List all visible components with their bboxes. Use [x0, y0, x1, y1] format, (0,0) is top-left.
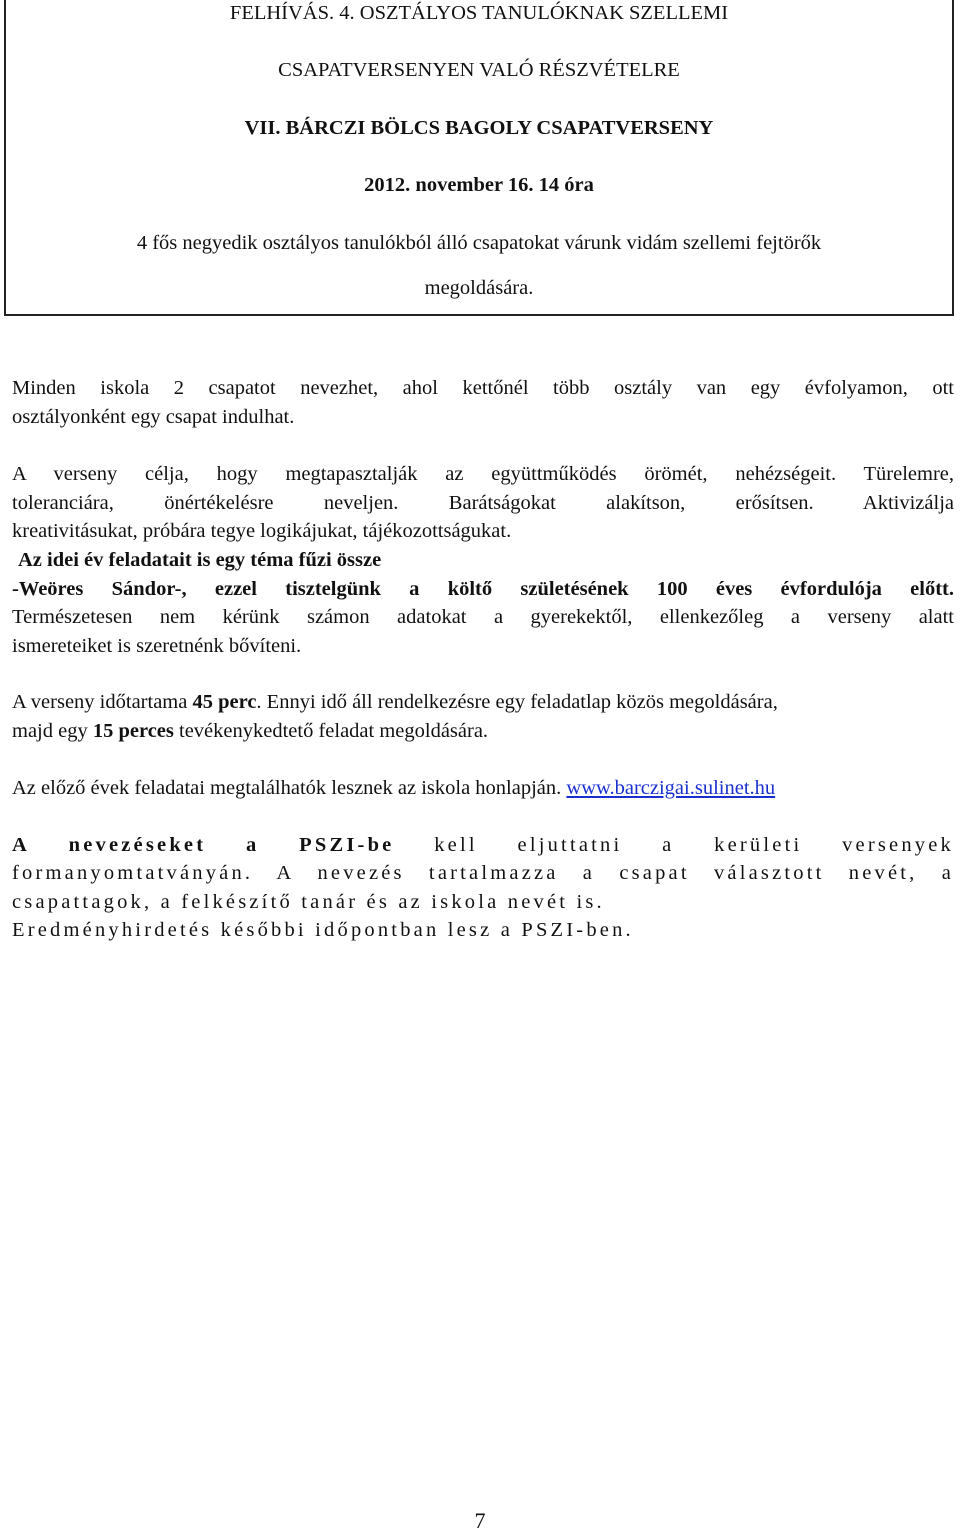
duration-text-e: tevékenykedtető feladat megoldására. [173, 720, 489, 742]
school-website-link[interactable]: www.barczigai.sulinet.hu [566, 777, 776, 799]
paragraph-goals-line-3: kreativitásukat, próbára tegye logikájukat, tájékozottságukat. [12, 520, 512, 542]
duration-text-c: . Ennyi idő áll rendelkezésre egy feladatlap közös megoldására, [256, 691, 778, 713]
paragraph-registration-line-2: formanyomtatványán. A nevezés tartalmazza a csapat választott nevét, a [12, 862, 954, 884]
header-invitation-line-2: megoldására. [424, 277, 534, 299]
paragraph-eligibility-line-2: osztályonként egy csapat indulhat. [12, 406, 295, 428]
registration-rest-text: kell eljuttatni a kerületi versenyek [394, 834, 955, 856]
activity-minutes: 15 perces [92, 720, 174, 742]
paragraph-goals-line-2: toleranciára, önértékelésre neveljen. Barátságokat alakítson, erősítsen. Aktivizálja [12, 492, 954, 514]
header-date-time: 2012. november 16. 14 óra [364, 174, 594, 196]
registration-bold-text: A nevezéseket a PSZI-be [12, 834, 395, 856]
duration-text-a: A verseny időtartama [12, 691, 193, 713]
paragraph-knowledge-line-2: ismereteiket is szeretnénk bővíteni. [12, 635, 302, 657]
paragraph-website [12, 776, 954, 800]
paragraph-theme-line: Az idei év feladatait is egy téma fűzi össze [18, 549, 382, 571]
paragraph-eligibility-line-1: Minden iskola 2 csapatot nevezhet, ahol kettőnél több osztály van egy évfolyamon, ott [12, 377, 954, 399]
paragraph-results-line: Eredményhirdetés későbbi időpontban lesz a PSZI-ben. [12, 919, 634, 941]
paragraph-registration-line-1 [12, 833, 954, 857]
paragraph-registration-line-3: csapattagok, a felkészítő tanár és az iskola nevét is. [12, 891, 605, 913]
header-title-line-1: FELHÍVÁS. 4. OSZTÁLYOS TANULÓKNAK SZELLEMI [229, 2, 729, 24]
paragraph-duration-line-1 [12, 690, 954, 714]
duration-text-d: majd egy [12, 720, 93, 742]
header-invitation-line-1: 4 fős negyedik osztályos tanulókból álló csapatokat várunk vidám szellemi fejtörők [136, 232, 822, 254]
duration-minutes: 45 perc [192, 691, 257, 713]
paragraph-goals-line-1: A verseny célja, hogy megtapasztalják az együttműködés örömét, nehézségeit. Türelemre, [12, 463, 954, 485]
paragraph-weores-line: -Weöres Sándor-, ezzel tisztelgünk a költő születésének 100 éves évfordulója előtt. [12, 578, 954, 600]
header-title-line-2: CSAPATVERSENYEN VALÓ RÉSZVÉTELRE [278, 59, 680, 81]
paragraph-knowledge-line-1: Természetesen nem kérünk számon adatokat a gyerekektől, ellenkezőleg a verseny alatt [12, 606, 954, 628]
page-number: 7 [474, 1508, 486, 1533]
header-competition-name: VII. BÁRCZI BÖLCS BAGOLY CSAPATVERSENY [244, 117, 714, 139]
announcement-header-box [4, 0, 954, 316]
paragraph-duration-line-2 [12, 719, 954, 743]
website-text: Az előző évek feladatai megtalálhatók lesznek az iskola honlapján. [12, 777, 567, 799]
